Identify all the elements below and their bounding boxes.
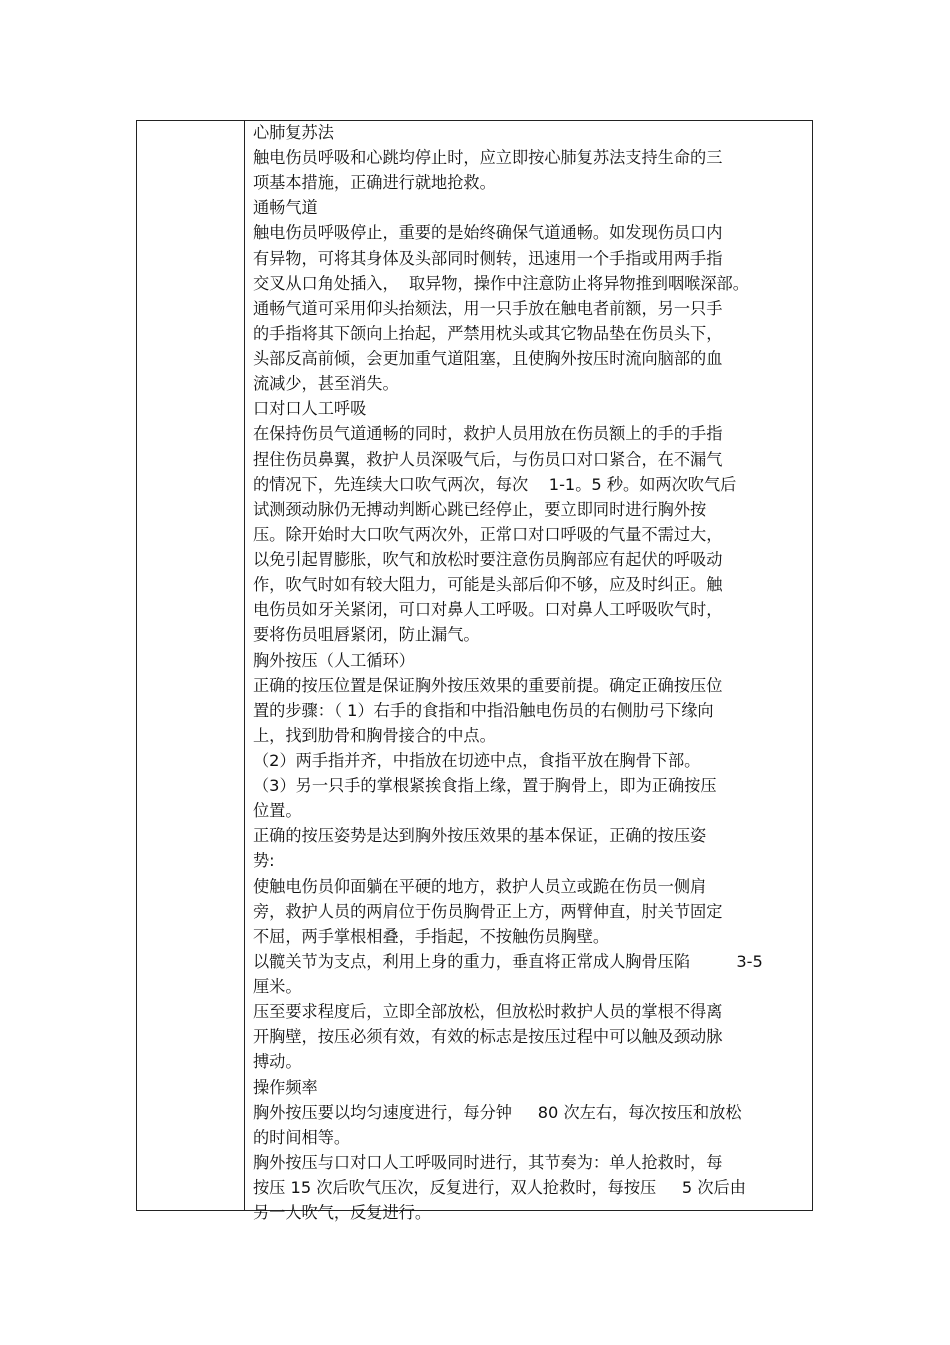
text-line: 试测颈动脉仍无搏动判断心跳已经停止，要立即同时进行胸外按	[253, 499, 707, 519]
text-line: 胸外按压与口对口人工呼吸同时进行，其节奏为：单人抢救时，每	[253, 1152, 723, 1172]
text-line: 开胸壁，按压必须有效，有效的标志是按压过程中可以触及颈动脉	[253, 1027, 723, 1047]
text-line: 旁，救护人员的两肩位于伤员胸骨正上方，两臂伸直，肘关节固定	[253, 901, 723, 921]
text-line: 的情况下，先连续大口吹气两次，每次 1-1。5 秒。如两次吹气后	[253, 474, 737, 494]
section-heading: 操作频率	[253, 1077, 318, 1097]
text-line: 项基本措施，正确进行就地抢救。	[253, 173, 496, 193]
text-line: 使触电伤员仰面躺在平硬的地方，救护人员立或跪在伤员一侧肩	[253, 876, 707, 896]
section-heading: 胸外按压（人工循环）	[253, 650, 415, 670]
text-line: 的时间相等。	[253, 1127, 351, 1147]
text-line: （2）两手指并齐，中指放在切迹中点，食指平放在胸骨下部。	[253, 751, 701, 770]
text-line: 电伤员如牙关紧闭，可口对鼻人工呼吸。口对鼻人工呼吸吹气时，	[253, 600, 723, 620]
text-line: 不屈，两手掌根相叠，手指起，不按触伤员胸壁。	[253, 926, 610, 946]
text-line: 的手指将其下颌向上抬起，严禁用枕头或其它物品垫在伤员头下，	[253, 323, 723, 343]
text-line: 有异物，可将其身体及头部同时侧转，迅速用一个手指或用两手指	[253, 248, 723, 268]
section-heading: 心肺复苏法	[253, 123, 334, 142]
text-line: 置的步骤：（ 1）右手的食指和中指沿触电伤员的右侧肋弓下缘向	[253, 700, 714, 720]
text-line: 按压 15 次后吹气压次，反复进行，双人抢救时，每按压 5 次后由	[253, 1178, 746, 1198]
text-line: 触电伤员呼吸和心跳均停止时，应立即按心肺复苏法支持生命的三	[253, 148, 723, 168]
text-line: 触电伤员呼吸停止，重要的是始终确保气道通畅。如发现伤员口内	[253, 223, 723, 243]
text-line: 以免引起胃膨胀，吹气和放松时要注意伤员胸部应有起伏的呼吸动	[253, 550, 723, 570]
text-line: 通畅气道可采用仰头抬颏法，用一只手放在触电者前额，另一只手	[253, 298, 723, 318]
text-line: 搏动。	[253, 1052, 302, 1072]
text-line: （3）另一只手的掌根紧挨食指上缘，置于胸骨上，即为正确按压	[253, 776, 717, 796]
text-line: 厘米。	[253, 977, 302, 997]
text-line: 以髋关节为支点，利用上身的重力，垂直将正常成人胸骨压陷 3-5	[253, 951, 763, 971]
text-line: 交叉从口角处插入， 取异物，操作中注意防止将异物推到咽喉深部。	[253, 273, 749, 293]
text-line: 压。除开始时大口吹气两次外，正常口对口呼吸的气量不需过大，	[253, 524, 723, 544]
text-line: 正确的按压姿势是达到胸外按压效果的基本保证，正确的按压姿	[253, 826, 707, 846]
section-heading: 通畅气道	[253, 198, 318, 218]
text-line: 头部反高前倾，会更加重气道阻塞，且使胸外按压时流向脑部的血	[253, 349, 723, 369]
text-line: 胸外按压要以均匀速度进行，每分钟 80 次左右，每次按压和放松	[253, 1102, 742, 1122]
text-line: 捏住伤员鼻翼，救护人员深吸气后，与伤员口对口紧合，在不漏气	[253, 449, 723, 469]
content-cell	[245, 121, 812, 1223]
text-line: 要将伤员咀唇紧闭，防止漏气。	[253, 625, 480, 645]
document-table	[136, 120, 813, 1223]
text-line: 上，找到肋骨和胸骨接合的中点。	[253, 725, 496, 745]
text-line: 流减少，甚至消失。	[253, 374, 399, 394]
text-line: 位置。	[253, 801, 302, 821]
text-line: 在保持伤员气道通畅的同时，救护人员用放在伤员额上的手的手指	[253, 424, 723, 444]
text-line: 作，吹气时如有较大阻力，可能是头部后仰不够，应及时纠正。触	[253, 575, 723, 595]
left-empty-cell	[137, 121, 245, 1210]
section-heading: 口对口人工呼吸	[253, 399, 367, 419]
text-line: 势:	[253, 851, 275, 871]
text-line: 另一人吹气，反复进行。	[253, 1203, 432, 1223]
text-line: 正确的按压位置是保证胸外按压效果的重要前提。确定正确按压位	[253, 675, 723, 695]
text-line: 压至要求程度后，立即全部放松，但放松时救护人员的掌根不得离	[253, 1002, 723, 1022]
